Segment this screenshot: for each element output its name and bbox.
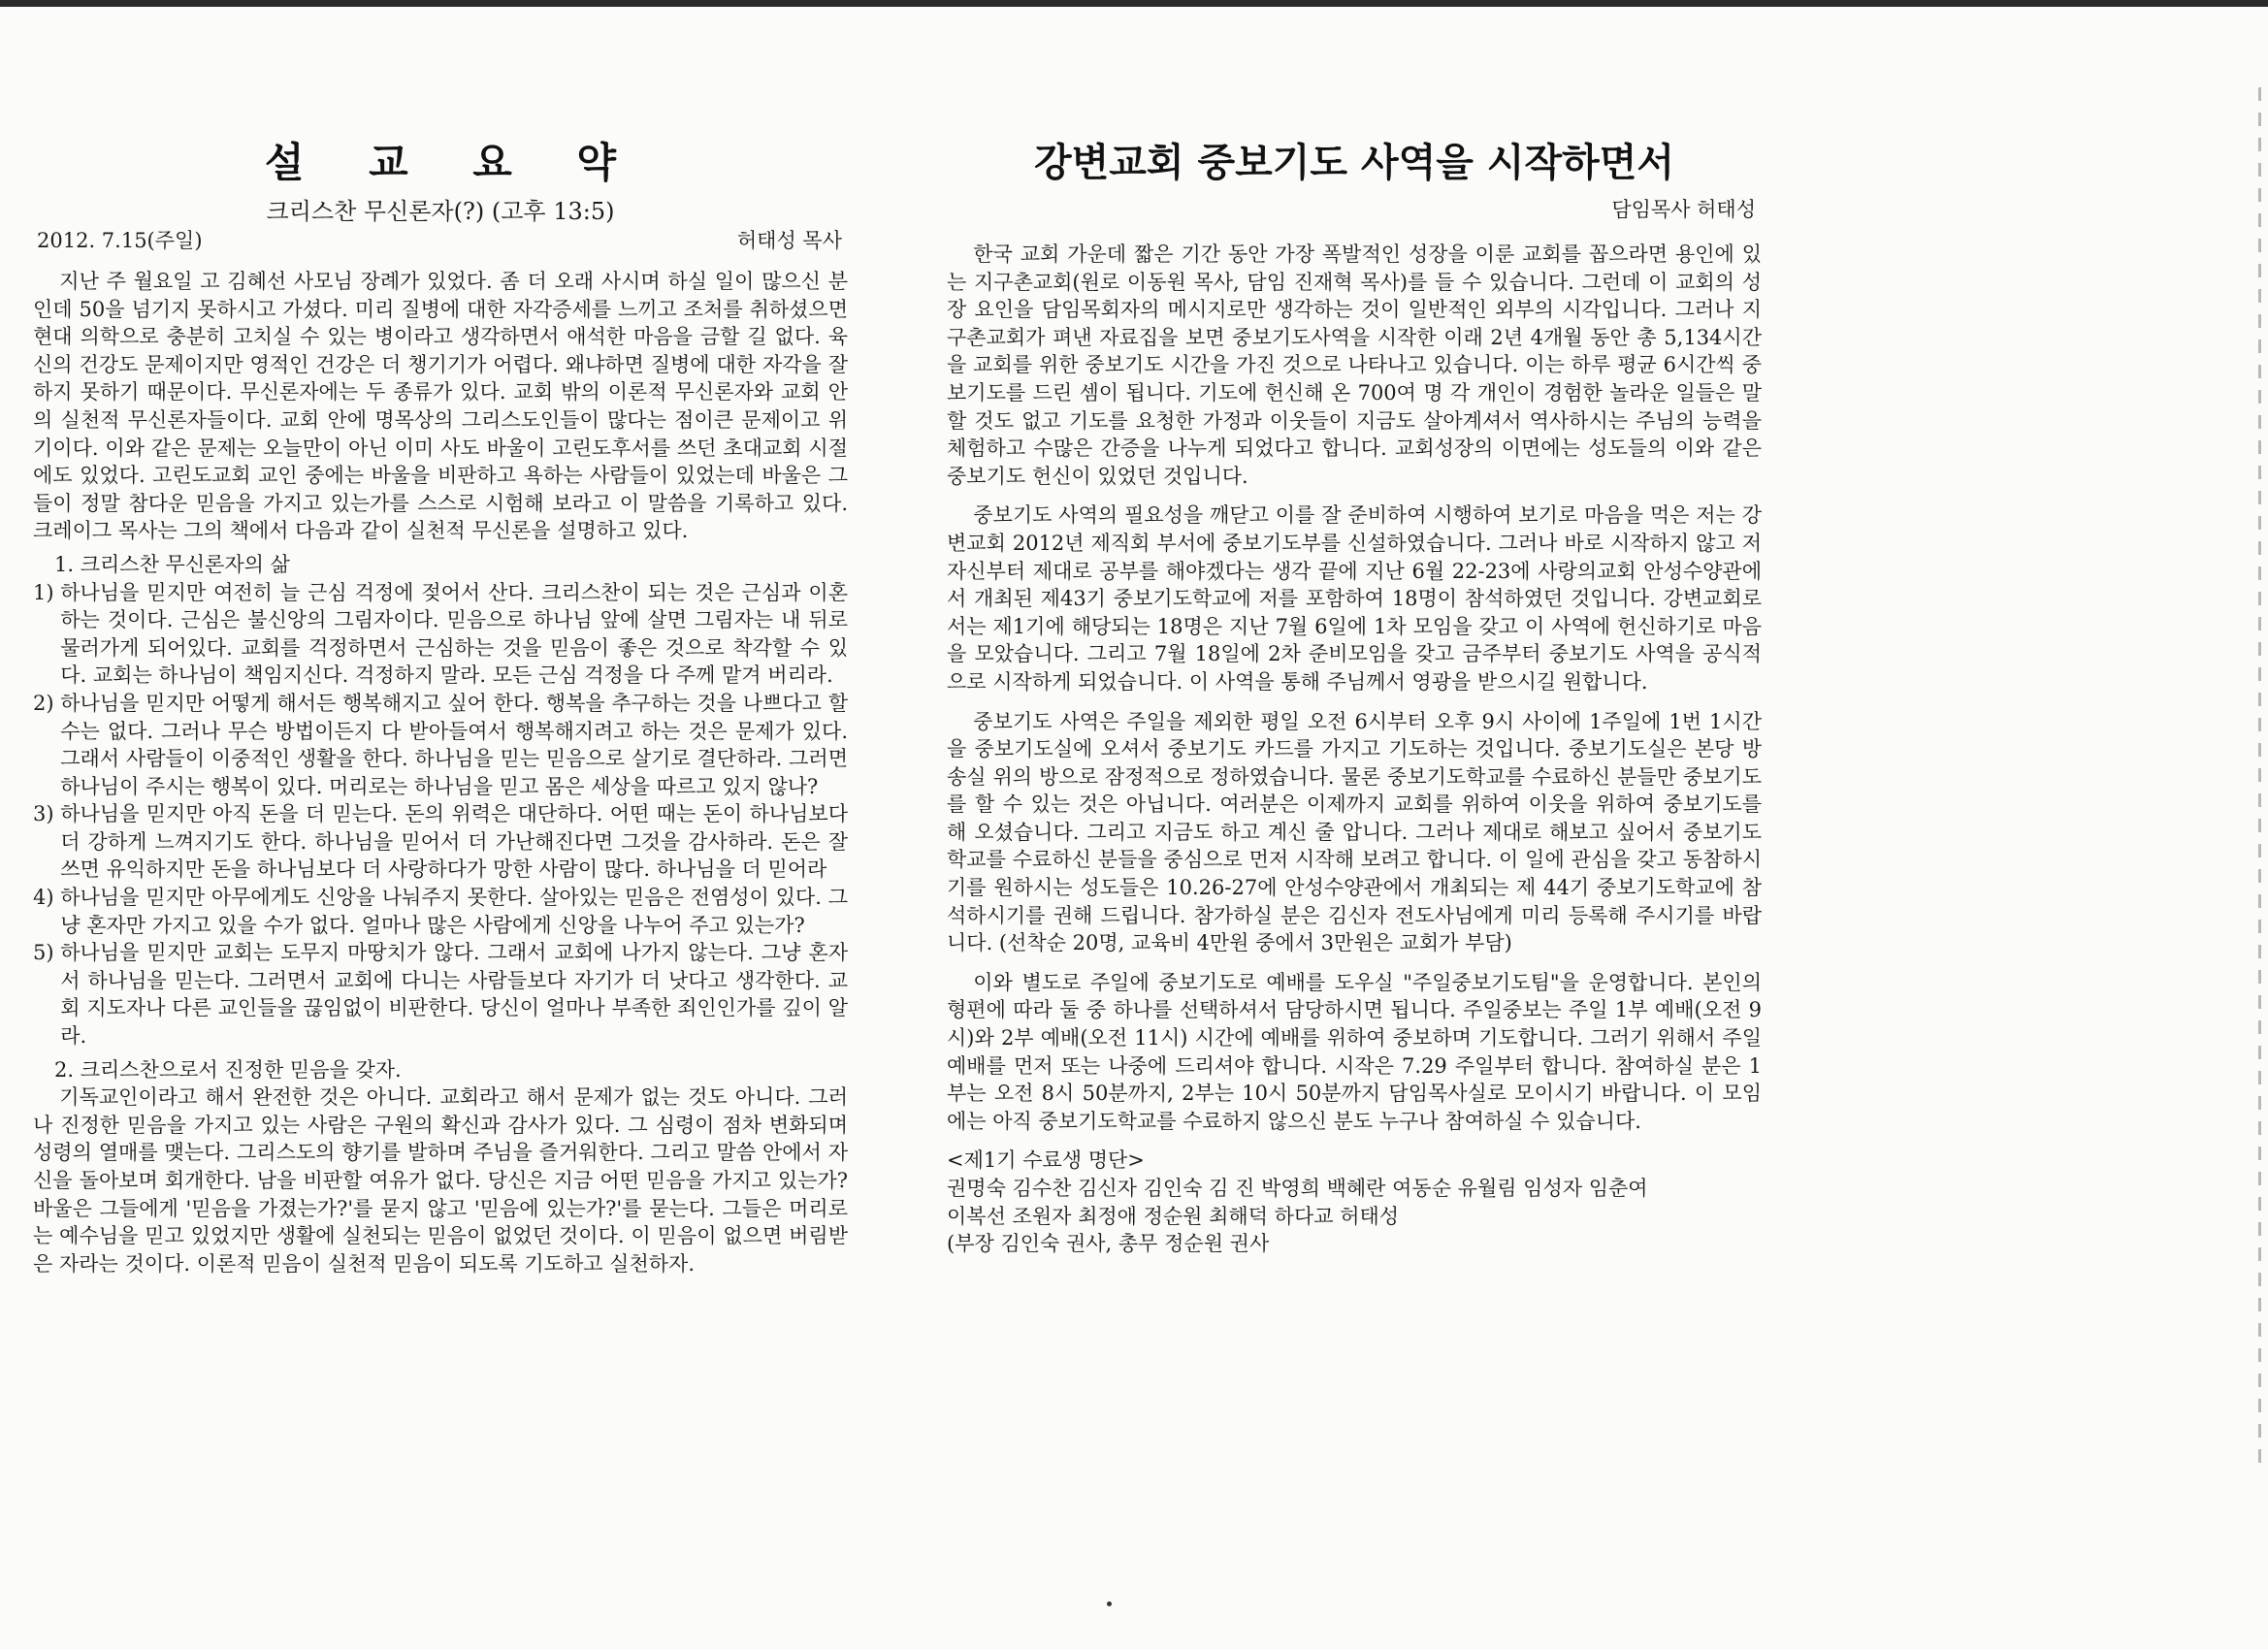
list-item [33, 800, 848, 884]
sermon-section-1-heading: 1. 크리스찬 무신론자의 삶 [54, 552, 290, 576]
scan-right-edge [2258, 87, 2261, 1465]
list-item [33, 884, 848, 939]
sermon-date: 2012. 7.15(주일) [37, 229, 203, 252]
list-item-number: 5) [33, 941, 61, 965]
sermon-title: 설 교 요 약 [264, 139, 642, 186]
list-item [33, 939, 848, 1050]
list-item-text: 하나님을 믿지만 교회는 도무지 마땅치가 않다. 그래서 교회에 나가지 않는다. 그냥 혼자서 하나님을 믿는다. 그러면서 교회에 다니는 사람들보다 자기가 더 낫다고 생각한다. 교회 지도자나 다른 교인들을 끊임없이 비판한다. 당신이 얼마나 부족한 죄인인가를 깊이 알라. [60, 941, 848, 1049]
roster-heading: <제1기 수료생 명단> [947, 1148, 1145, 1173]
article-author: 담임목사 허태성 [1611, 198, 1756, 221]
article-paragraph: 중보기도 사역의 필요성을 깨닫고 이를 잘 준비하여 시행하여 보기로 마음을 먹은 저는 강변교회 2012년 제직회 부서에 중보기도부를 신설하였습니다. 그러나 바로 시작하지 않고 저 자신부터 제대로 공부를 해야겠다는 생각 끝에 지난 6월 22-23에 사랑의교회 안성수양관에서 개최된 제43기 중보기도학교에 저를 포함하여 18명이 참석하였던 것입니다. 강변교회로서는 제1기에 해당되는 18명은 지난 7월 6일에 1차 모임을 갖고 이 사역에 헌신하기로 마음을 모았습니다. 그리고 7월 18일에 2차 준비모임을 갖고 금주부터 중보기도 사역을 공식적으로 시작하게 되었습니다. 이 사역을 통해 주님께서 영광을 받으시길 원합니다. [947, 503, 1762, 694]
list-item [33, 690, 848, 800]
article-meta [947, 196, 1762, 223]
sermon-intro: 지난 주 월요일 고 김혜선 사모님 장례가 있었다. 좀 더 오래 사시며 하실 일이 많으신 분인데 50을 넘기지 못하시고 가셨다. 미리 질병에 대한 자각증세를 느끼고 조처를 취하셨으면 현대 의학으로 충분히 고치실 수 있는 병이라고 생각하면서 애석한 마음을 금할 길 없다. 육신의 건강도 문제이지만 영적인 건강은 더 챙기기가 어렵다. 왜냐하면 질병에 대한 자각을 잘 하지 못하기 때문이다. 무신론자에는 두 종류가 있다. 교회 밖의 이론적 무신론자와 교회 안의 실천적 무신론자들이다. 교회 안에 명목상의 그리스도인들이 많다는 점이큰 문제이고 위기이다. 이와 같은 문제는 오늘만이 아닌 이미 사도 바울이 고린도후서를 쓰던 초대교회 시절에도 있었다. 고린도교회 교인 중에는 바울을 비판하고 욕하는 사람들이 있었는데 바울은 그들이 정말 참다운 믿음을 가지고 있는가를 스스로 시험해 보라고 이 말씀을 기록하고 있다. 크레이그 목사는 그의 책에서 다음과 같이 실천적 무신론을 설명하고 있다. [33, 270, 848, 543]
roster-officers-note: (부장 김인숙 권사, 총무 정순원 권사 [947, 1232, 1270, 1256]
list-item [33, 579, 848, 690]
list-item-number: 3) [33, 802, 61, 826]
roster-names-line-2: 이복선 조원자 최정애 정순원 최해덕 하다교 허태성 [947, 1204, 1400, 1228]
list-item-number: 2) [33, 691, 61, 715]
intercessory-prayer-article-column [947, 124, 1762, 1258]
list-item-text: 하나님을 믿지만 어떻게 해서든 행복해지고 싶어 한다. 행복을 추구하는 것을 나쁘다고 할 수는 없다. 그러나 무슨 방법이든지 다 받아들여서 행복해지려고 하는 것은 문제가 있다. 그래서 사람들이 이중적인 생활을 한다. 하나님을 믿는 믿음으로 살기로 결단하라. 그러면 하나님이 주시는 행복이 있다. 머리로는 하나님을 믿고 몸은 세상을 따르고 있지 않나? [60, 691, 848, 798]
list-item-text: 하나님을 믿지만 아직 돈을 더 믿는다. 돈의 위력은 대단하다. 어떤 때는 돈이 하나님보다 더 강하게 느껴지기도 한다. 하나님을 믿어서 더 가난해진다면 그것을 감사하라. 돈은 잘 쓰면 유익하지만 돈을 하나님보다 더 사랑하다가 망한 사람이 많다. 하나님을 더 믿어라 [60, 802, 848, 882]
sermon-meta [33, 227, 848, 254]
sermon-section-2-heading: 2. 크리스찬으로서 진정한 믿음을 갖자. [54, 1057, 402, 1082]
roster-names-line-1: 권명숙 김수찬 김신자 김인숙 김 진 박영희 백혜란 여동순 유월림 임성자 임춘여 [947, 1177, 1648, 1200]
list-item-text: 하나님을 믿지만 여전히 늘 근심 걱정에 젖어서 산다. 크리스찬이 되는 것은 근심과 이혼하는 것이다. 근심은 불신앙의 그림자이다. 믿음으로 하나님 앞에 살면 그림자는 내 뒤로 물러가게 되어있다. 교회를 걱정하면서 근심하는 것을 믿음이 좋은 것으로 착각할 수 있다. 교회는 하나님이 책임지신다. 걱정하지 말라. 모든 근심 걱정을 다 주께 맡겨 버리라. [60, 580, 848, 688]
article-paragraph: 중보기도 사역은 주일을 제외한 평일 오전 6시부터 오후 9시 사이에 1주일에 1번 1시간을 중보기도실에 오셔서 중보기도 카드를 가지고 기도하는 것입니다. 중보기도실은 본당 방송실 위의 방으로 잠정적으로 정하였습니다. 물론 중보기도학교를 수료하신 분들만 중보기도를 할 수 있는 것은 아닙니다. 여러분은 이제까지 교회를 위하여 이웃을 위하여 중보기도를 해 오셨습니다. 그리고 지금도 하고 계신 줄 압니다. 그러나 제대로 해보고 싶어서 중보기도학교를 수료하신 분들을 중심으로 먼저 시작해 보려고 합니다. 이 일에 관심을 갖고 동참하시기를 원하시는 성도들은 10.26-27에 안성수양관에서 개최되는 제 44기 중보기도학교에 참석하시기를 권해 드립니다. 참가하실 분은 김신자 전도사님에게 미리 등록해 주시기를 바랍니다. (선착순 20명, 교육비 4만원 중에서 3만원은 교회가 부담) [947, 709, 1762, 955]
article-paragraph: 이와 별도로 주일에 중보기도로 예배를 도우실 "주일중보기도팀"을 운영합니다. 본인의 형편에 따라 둘 중 하나를 선택하셔서 담당하시면 됩니다. 주일중보는 주일 1부 예배(오전 9시)와 2부 예배(오전 11시) 시간에 예배를 위하여 중보하며 기도합니다. 그러기 위해서 주일예배를 먼저 또는 나중에 드리셔야 합니다. 시작은 7.29 주일부터 합니다. 참여하실 분은 1부는 오전 8시 50분까지, 2부는 10시 50분까지 담임목사실로 모이시기 바랍니다. 이 모임에는 아직 중보기도학교를 수료하지 않으신 분도 누구나 참여하실 수 있습니다. [947, 970, 1762, 1133]
scan-top-edge [0, 0, 2268, 7]
list-item-number: 1) [33, 580, 61, 604]
list-item-text: 하나님을 믿지만 아무에게도 신앙을 나눠주지 못한다. 살아있는 믿음은 전염성이 있다. 그냥 혼자만 가지고 있을 수가 없다. 얼마나 많은 사람에게 신앙을 나누어 주고 있는가? [60, 886, 848, 937]
sermon-summary-column [33, 124, 848, 1277]
sermon-closing: 기독교인이라고 해서 완전한 것은 아니다. 교회라고 해서 문제가 없는 것도 아니다. 그러나 진정한 믿음을 가지고 있는 사람은 구원의 확신과 감사가 있다. 그 심령이 점차 변화되며 성령의 열매를 맺는다. 그리스도의 향기를 발하며 주님을 즐거워한다. 그리고 말씀 안에서 자신을 돌아보며 회개한다. 남을 비판할 여유가 없다. 당신은 지금 어떤 믿음을 가지고 있는가? 바울은 그들에게 '믿음을 가졌는가?'를 묻지 않고 '믿음에 있는가?'를 묻는다. 그들은 머리로는 예수님을 믿고 있었지만 생활에 실천되는 믿음이 없었던 것이다. 이 믿음이 없으면 버림받은 자라는 것이다. 이론적 믿음이 실천적 믿음이 되도록 기도하고 실천하자. [33, 1085, 848, 1276]
scan-speck [1107, 1601, 1112, 1606]
article-title: 강변교회 중보기도 사역을 시작하면서 [1033, 140, 1675, 185]
article-paragraph: 한국 교회 가운데 짧은 기간 동안 가장 폭발적인 성장을 이룬 교회를 꼽으라면 용인에 있는 지구촌교회(원로 이동원 목사, 담임 진재혁 목사)를 들 수 있습니다. 그런데 이 교회의 성장 요인을 담임목회자의 메시지로만 생각하는 것이 일반적인 외부의 시각입니다. 그러나 지구촌교회가 펴낸 자료집을 보면 중보기도사역을 시작한 이래 2년 4개월 동안 총 5,134시간을 교회를 위한 중보기도 시간을 가진 것으로 나타나고 있습니다. 이는 하루 평균 6시간씩 중보기도를 드린 셈이 됩니다. 기도에 헌신해 온 700여 명 각 개인이 경험한 놀라운 일들은 말할 것도 없고 기도를 요청한 가정과 이웃들이 지금도 살아계셔서 역사하시는 주님의 능력을 체험하고 수많은 간증을 나누게 되었다고 합니다. 교회성장의 이면에는 성도들의 이와 같은 중보기도 헌신이 있었던 것입니다. [947, 242, 1762, 488]
sermon-subtitle: 크리스찬 무신론자(?) (고후 13:5) [266, 198, 615, 225]
list-item-number: 4) [33, 886, 61, 910]
sermon-author: 허태성 목사 [736, 229, 842, 252]
